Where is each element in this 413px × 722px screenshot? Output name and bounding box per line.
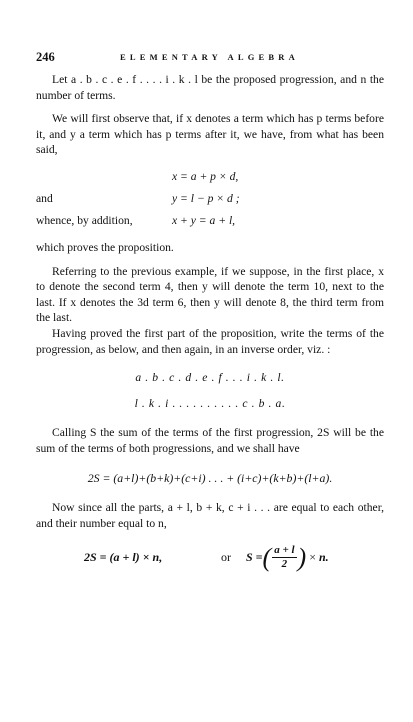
- equation-math: x = a + p × d,: [172, 169, 239, 183]
- fraction-denominator: 2: [281, 558, 288, 570]
- fraction-numerator: a + l: [274, 544, 295, 556]
- equation-y: [36, 188, 384, 210]
- paragraph-5: Having proved the first part of the proposition, write the terms of the progression, as below, and then again, in an inverse order, viz. :: [36, 326, 384, 356]
- paragraph-7: Now since all the parts, a + l, b + k, c + i . . . are equal to each other, and their number equal to n,: [36, 501, 384, 530]
- final-equation-right: S = ( $\frac{a + l}{2}$ ) × n.: [246, 542, 329, 572]
- equation-sum: [36, 210, 384, 232]
- fraction: [272, 544, 296, 571]
- paragraph-4: Referring to the previous example, if we suppose, in the first place, x to denote the second term 4, then y will denote the term 10, next to the last. If x denotes the 3d term 6, then y will denote 8, the third term from the last.: [36, 264, 384, 325]
- paragraph-2: We will first observe that, if x denotes a term which has p terms before it, and y a term which has p terms after it, we have, from what has been said,: [36, 112, 384, 157]
- equation-label: whence, by addition,: [36, 213, 133, 227]
- sequence-inverse: l . k . i . . . . . . . . . . c . b . a.: [134, 397, 286, 411]
- final-equation-tail: n.: [318, 549, 329, 564]
- page-body: [36, 72, 384, 578]
- final-equation-or: or: [221, 549, 231, 564]
- sequence-forward: a . b . c . d . e . f . . . i . k . l.: [135, 371, 285, 385]
- equation-x: [36, 166, 384, 188]
- page-number: 246: [36, 50, 55, 64]
- running-head: ELEMENTARY ALGEBRA: [120, 52, 299, 62]
- page-header: [36, 50, 383, 66]
- final-equation-left: 2S = (a + l) × n,: [84, 549, 163, 564]
- paragraph-1: Let a . b . c . e . f . . . . i . k . l be the proposed progression, and n the number of terms.: [36, 73, 384, 102]
- equation-math: x + y = a + l,: [172, 213, 236, 227]
- equation-math: y = l − p × d ;: [172, 191, 240, 205]
- final-equation-lhs: S =: [246, 549, 263, 564]
- sum-equation: 2S = (a+l)+(b+k)+(c+i) . . . + (i+c)+(k+b)+(l+a).: [87, 471, 333, 486]
- paragraph-3: which proves the proposition.: [36, 240, 174, 254]
- paragraph-6: Calling S the sum of the terms of the first progression, 2S will be the sum of the terms of both progressions, and we shall have: [36, 426, 384, 455]
- final-equation: [36, 538, 384, 578]
- equation-label: and: [36, 191, 53, 205]
